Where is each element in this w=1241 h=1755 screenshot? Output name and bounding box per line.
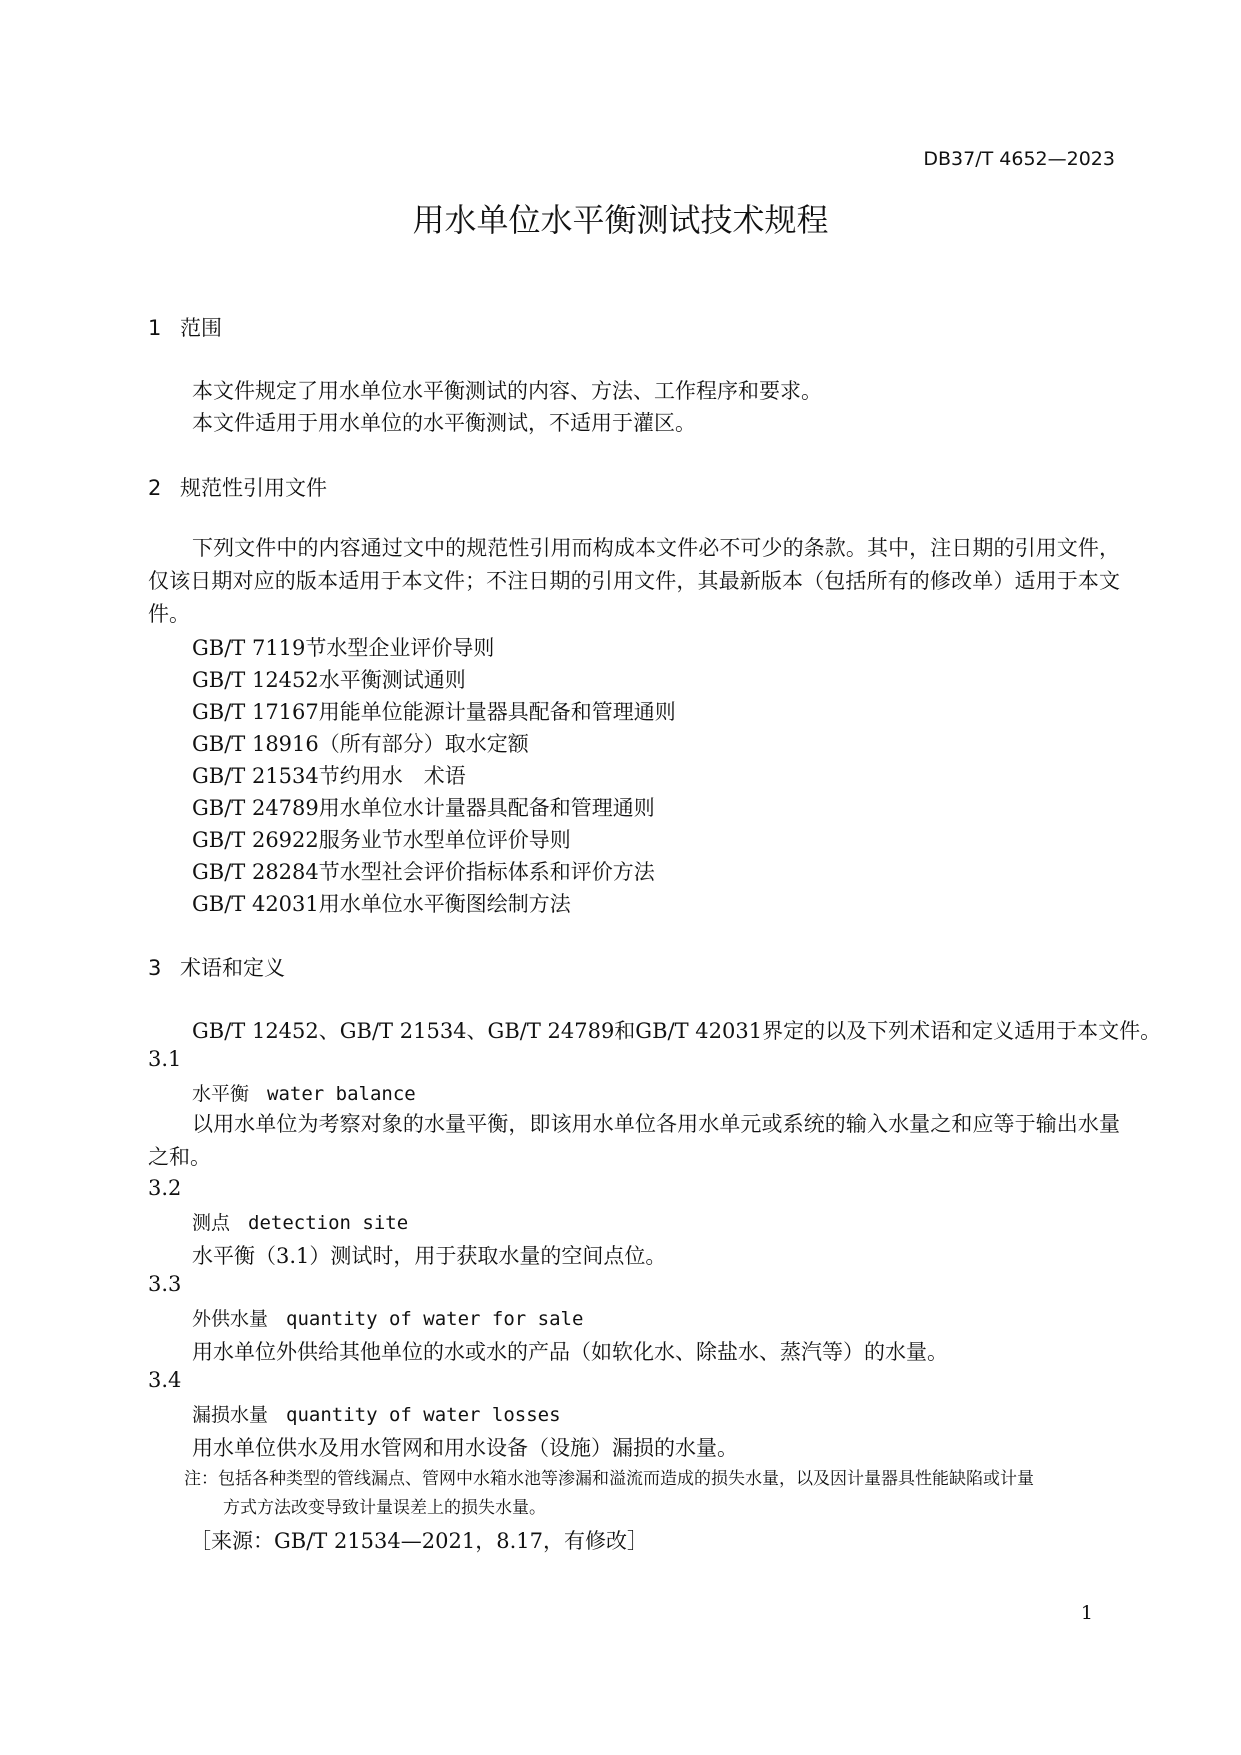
term-heading xyxy=(192,1400,561,1427)
reference-title: 取水定额 xyxy=(444,732,529,756)
reference-title: 节水型社会评价指标体系和评价方法 xyxy=(318,860,655,884)
section-number: 3 xyxy=(148,956,162,980)
note xyxy=(184,1465,1034,1494)
term-number: 3.3 xyxy=(148,1272,182,1296)
terms-intro-paragraph: GB/T 12452、GB/T 21534、GB/T 24789和GB/T 42031界定的以及下列术语和定义适用于本文件。 xyxy=(192,1019,1162,1043)
paragraph: 本文件规定了用水单位水平衡测试的内容、方法、工作程序和要求。 xyxy=(192,379,822,403)
note-label: 注： xyxy=(184,1469,218,1489)
reference-title: 用水单位水计量器具配备和管理通则 xyxy=(318,796,655,820)
reference-item xyxy=(192,664,466,694)
section-title: 术语和定义 xyxy=(180,956,285,980)
source-citation: ［来源：GB/T 21534—2021，8.17，有修改］ xyxy=(190,1529,648,1553)
term-number: 3.2 xyxy=(148,1176,182,1200)
reference-item xyxy=(192,824,571,854)
reference-item xyxy=(192,696,676,726)
reference-item xyxy=(192,728,529,758)
document-number: DB37/T 4652—2023 xyxy=(923,148,1115,170)
note-continuation: 方式方法改变导致计量误差上的损失水量。 xyxy=(223,1498,546,1518)
reference-code: GB/T 18916（所有部分） xyxy=(192,732,445,756)
term-heading xyxy=(192,1079,416,1106)
reference-code: GB/T 42031 xyxy=(192,892,319,916)
section-heading-normative-references xyxy=(148,472,327,502)
note-text: 包括各种类型的管线漏点、管网中水箱水池等渗漏和溢流而造成的损失水量，以及因计量器具性能缺陷或计量 xyxy=(218,1469,1034,1489)
reference-code: GB/T 28284 xyxy=(192,860,319,884)
reference-item xyxy=(192,760,466,790)
term-en: water balance xyxy=(267,1083,416,1105)
reference-item xyxy=(192,792,655,822)
reference-code: GB/T 24789 xyxy=(192,796,319,820)
term-zh: 测点 xyxy=(192,1212,231,1234)
reference-item xyxy=(192,888,571,918)
term-definition: 水平衡（3.1）测试时，用于获取水量的空间点位。 xyxy=(192,1244,667,1268)
page-number: 1 xyxy=(1080,1602,1093,1624)
term-definition: 以用水单位为考察对象的水量平衡，即该用水单位各用水单元或系统的输入水量之和应等于输出水量之和。 xyxy=(148,1112,1120,1169)
reference-title: 服务业节水型单位评价导则 xyxy=(318,828,571,852)
section-number: 1 xyxy=(148,316,162,340)
reference-code: GB/T 12452 xyxy=(192,668,319,692)
term-heading xyxy=(192,1304,583,1331)
reference-code: GB/T 26922 xyxy=(192,828,319,852)
term-number: 3.1 xyxy=(148,1047,182,1071)
term-definition: 用水单位供水及用水管网和用水设备（设施）漏损的水量。 xyxy=(192,1436,738,1460)
references-intro-paragraph: 下列文件中的内容通过文中的规范性引用而构成本文件必不可少的条款。其中，注日期的引用文件，仅该日期对应的版本适用于本文件；不注日期的引用文件，其最新版本（包括所有的修改单）适用于本文件。 xyxy=(148,536,1120,626)
section-number: 2 xyxy=(148,476,162,500)
term-en: quantity of water for sale xyxy=(286,1308,584,1330)
term-zh: 外供水量 xyxy=(192,1308,269,1330)
reference-title: 水平衡测试通则 xyxy=(318,668,466,692)
reference-item xyxy=(192,632,494,662)
paragraph: 本文件适用于用水单位的水平衡测试，不适用于灌区。 xyxy=(192,411,696,435)
reference-title: 节约用水 术语 xyxy=(318,764,466,788)
section-heading-terms-and-definitions xyxy=(148,952,285,982)
term-en: detection site xyxy=(248,1212,409,1234)
section-title: 规范性引用文件 xyxy=(180,476,327,500)
section-heading-scope xyxy=(148,312,222,342)
term-number: 3.4 xyxy=(148,1368,182,1392)
reference-code: GB/T 17167 xyxy=(192,700,319,724)
term-zh: 水平衡 xyxy=(192,1083,250,1105)
term-zh: 漏损水量 xyxy=(192,1404,269,1426)
reference-title: 用能单位能源计量器具配备和管理通则 xyxy=(318,700,676,724)
reference-code: GB/T 7119 xyxy=(192,636,306,660)
document-title: 用水单位水平衡测试技术规程 xyxy=(412,201,829,239)
reference-code: GB/T 21534 xyxy=(192,764,319,788)
reference-title: 用水单位水平衡图绘制方法 xyxy=(318,892,571,916)
term-heading xyxy=(192,1208,408,1235)
term-definition: 用水单位外供给其他单位的水或水的产品（如软化水、除盐水、蒸汽等）的水量。 xyxy=(192,1340,948,1364)
reference-item xyxy=(192,856,655,886)
term-en: quantity of water losses xyxy=(286,1404,561,1426)
reference-title: 节水型企业评价导则 xyxy=(305,636,495,660)
section-title: 范围 xyxy=(180,316,222,340)
